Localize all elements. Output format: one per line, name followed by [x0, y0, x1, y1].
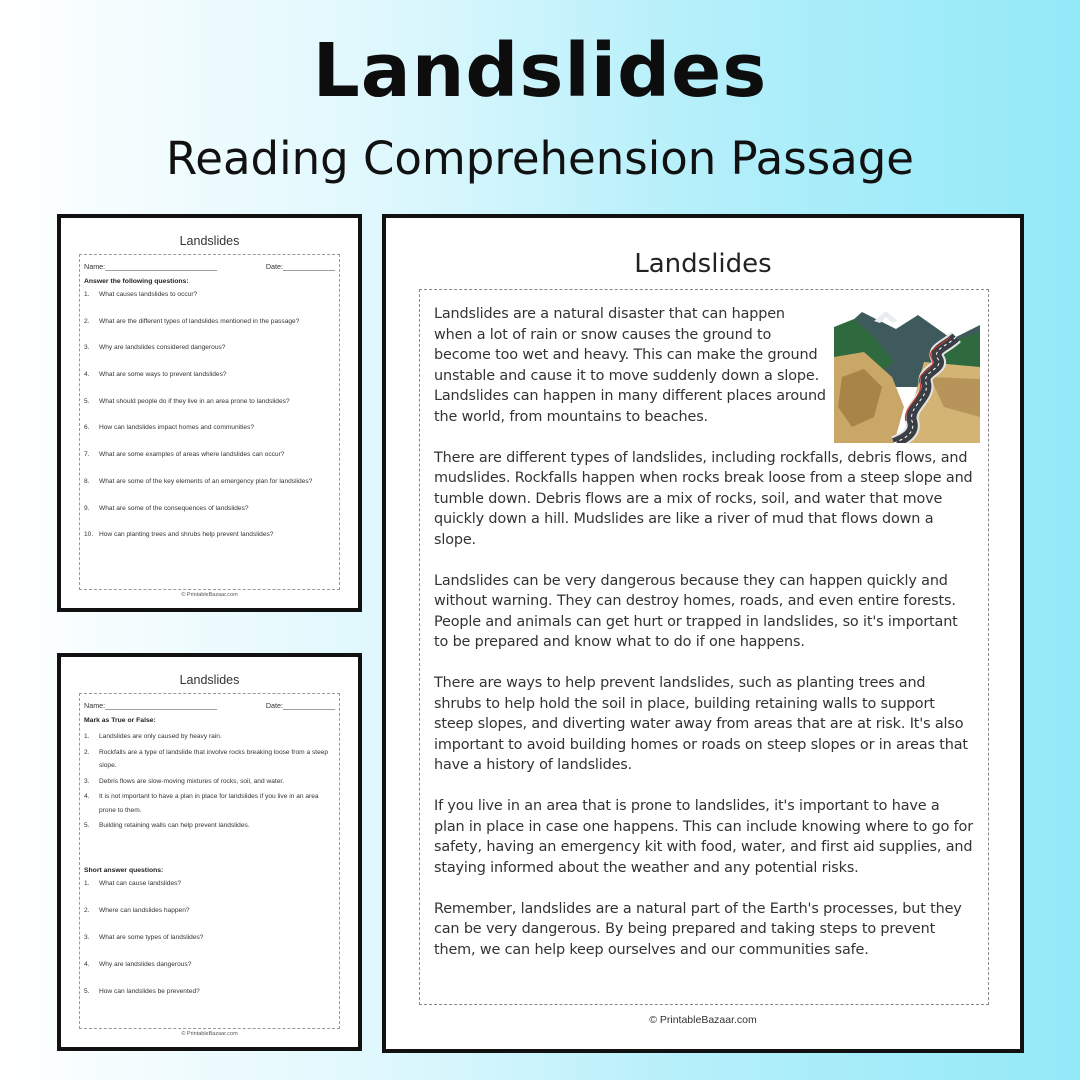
list-item: 5. Building retaining walls can help prevent landslides.: [84, 822, 250, 829]
list-item: 8. What are some of the key elements of an emergency plan for landslides?: [84, 477, 313, 485]
list-item: 5. How can landslides be prevented?: [84, 987, 200, 995]
list-item: 6. How can landslides impact homes and communities?: [84, 424, 255, 432]
name-label: Name:____________________________: [84, 701, 218, 710]
list-item: 1. Landslides are only caused by heavy rain.: [84, 733, 222, 740]
worksheet-true-false: [57, 653, 362, 1051]
list-item: 5. What should people do if they live in an area prone to landslides?: [84, 397, 290, 405]
worksheet-title: Landslides: [179, 234, 240, 248]
list-item: 4. It is not important to have a plan in place for landslides if you live in an area prone to them.: [84, 793, 319, 814]
mountain-road-illustration: [834, 307, 980, 443]
passage-body: [419, 289, 989, 1005]
list-item: 9. What are some of the consequences of landslides?: [84, 504, 249, 512]
list-item: 1. What can cause landslides?: [84, 879, 182, 887]
passage-sheet: [382, 214, 1024, 1053]
passage-footer: © PrintableBazaar.com: [649, 1014, 757, 1026]
worksheet-footer: © PrintableBazaar.com: [181, 1031, 238, 1037]
question-list: [84, 291, 335, 558]
date-label: Date:_____________: [265, 262, 335, 271]
name-date-row: [84, 698, 335, 714]
worksheet-title: Landslides: [179, 673, 240, 687]
passage-paragraph: There are ways to help prevent landslides, such as planting trees and shrubs to help hold the soil in place, building retaining walls to support steep slopes, and diverting water away from areas that are at risk. It's also important to avoid building homes or roads on steep slopes or in areas that have a history of landslides.: [434, 675, 968, 773]
list-item: 3. Why are landslides considered dangerous?: [84, 344, 226, 352]
worksheet-body: [79, 254, 340, 590]
worksheet-instruction: Answer the following questions:: [84, 278, 189, 285]
name-date-row: [84, 259, 335, 275]
sa-heading: Short answer questions:: [84, 866, 164, 874]
list-item: 1. What causes landslides to occur?: [84, 291, 198, 298]
date-label: Date:_____________: [265, 701, 335, 710]
list-item: 2. Where can landslides happen?: [84, 906, 190, 914]
list-item: 3. What are some types of landslides?: [84, 933, 204, 941]
passage-paragraph: There are different types of landslides, including rockfalls, debris flows, and mudslides. Rockfalls happen when rocks break loose from a steep slope and tumble down. Debris flows are a mix of rocks, soil, and water that move quickly down a hill. Mudslides are like a river of mud that flows down a slope.: [434, 449, 973, 548]
page-subtitle: Reading Comprehension Passage: [166, 132, 914, 185]
page-title: Landslides: [312, 28, 768, 114]
passage-title: Landslides: [634, 249, 772, 279]
tf-heading: Mark as True or False:: [84, 717, 156, 724]
name-label: Name:____________________________: [84, 262, 218, 271]
list-item: 2. Rockfalls are a type of landslide that involve rocks breaking loose from a steep slope.: [84, 748, 329, 769]
sa-list: [84, 880, 335, 1015]
worksheet-body: [79, 693, 340, 1029]
list-item: 3. Debris flows are slow-moving mixtures of rocks, soil, and water.: [84, 777, 285, 785]
passage-paragraph: Landslides are a natural disaster that can happen when a lot of rain or snow causes the ground to become too wet and heavy. This can make the ground unstable and cause it to move suddenly down a slope. Landslides can happen in many different places around the world, from mountains to beaches.: [434, 306, 826, 425]
list-item: 10. How can planting trees and shrubs help prevent landslides?: [84, 531, 274, 539]
tf-list: [84, 730, 335, 833]
passage-paragraph: If you live in an area that is prone to landslides, it's important to have a plan in place in case one happens. This can include knowing where to go for safety, having an emergency kit with food, water, and first aid supplies, and staying informed about the weather and any potential risks.: [434, 798, 973, 876]
list-item: 4. Why are landslides dangerous?: [84, 960, 192, 968]
list-item: 4. What are some ways to prevent landslides?: [84, 371, 227, 379]
worksheet-questions: [57, 214, 362, 612]
list-item: 2. What are the different types of landslides mentioned in the passage?: [84, 317, 300, 325]
worksheet-footer: © PrintableBazaar.com: [181, 592, 238, 598]
passage-paragraph: Remember, landslides are a natural part of the Earth's processes, but they can be very dangerous. By being prepared and taking steps to prevent them, we can help keep ourselves and our communities safe.: [434, 900, 962, 958]
passage-paragraph: Landslides can be very dangerous because they can happen quickly and without warning. They can destroy homes, roads, and even entire forests. People and animals can get hurt or trapped in landslides, so it's important to be prepared and know what to do if one happens.: [434, 572, 958, 650]
list-item: 7. What are some examples of areas where landslides can occur?: [84, 451, 285, 459]
